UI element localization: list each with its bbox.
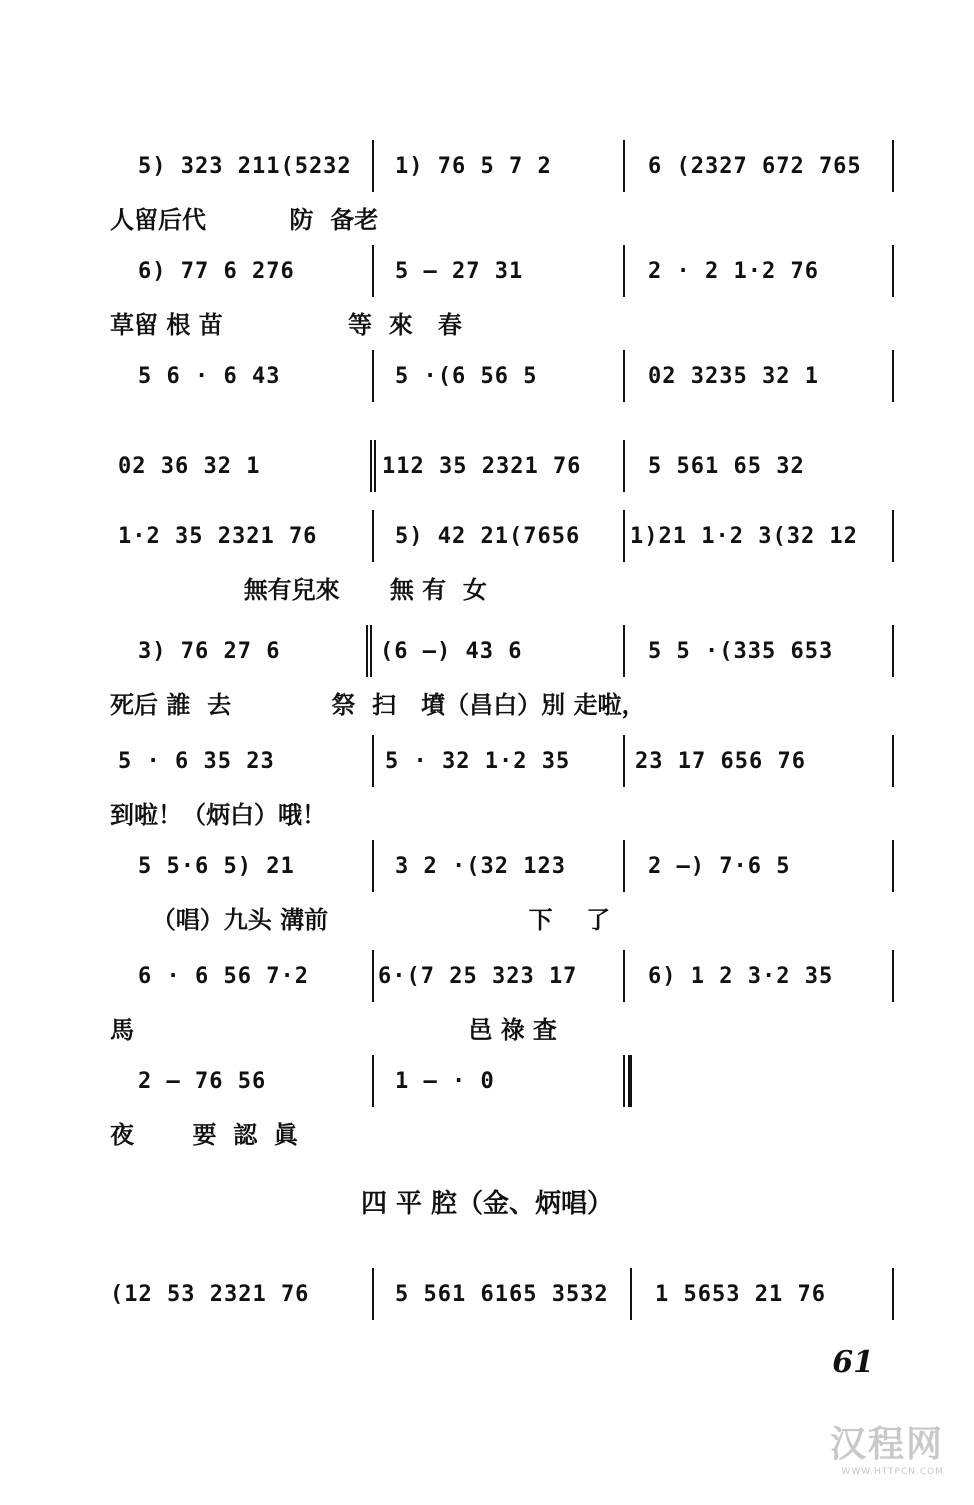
barline [892, 140, 894, 192]
barline [372, 840, 374, 892]
measure [138, 146, 366, 186]
measure-notes: (12 53 2321 76 [110, 1282, 310, 1307]
measure [138, 356, 366, 396]
notation-row [110, 625, 900, 685]
barline [892, 735, 894, 787]
repeat-barline [370, 440, 376, 492]
barline [892, 625, 894, 677]
barline [623, 245, 625, 297]
measure-notes: 5 — 27 31 [395, 259, 524, 284]
measure [395, 356, 620, 396]
measure-notes: 23 17 656 76 [635, 749, 806, 774]
notation-row [110, 510, 900, 570]
measure-notes: 1·2 35 2321 76 [118, 524, 318, 549]
page-number: 61 [832, 1345, 874, 1380]
measure [395, 1061, 620, 1101]
measure-notes: 5 561 6165 3532 [395, 1282, 609, 1307]
notation-row [110, 1268, 900, 1328]
measure-notes: 2 —) 7·6 5 [648, 854, 791, 879]
final-barline [623, 1055, 632, 1107]
lyrics-line: 草留 根 苗 等 來 春 [110, 311, 462, 339]
measure [380, 631, 620, 671]
measure [118, 741, 366, 781]
barline [892, 510, 894, 562]
section-heading: 四 平 腔（金、炳唱） [360, 1189, 614, 1219]
measure [648, 956, 888, 996]
measure-notes: 3) 76 27 6 [138, 639, 281, 664]
measure-notes: 6 · 6 56 7·2 [138, 964, 309, 989]
measure-notes: 5 6 · 6 43 [138, 364, 281, 389]
measure [382, 446, 620, 486]
score-system [110, 735, 900, 845]
measure-notes: 3 2 ·(32 123 [395, 854, 566, 879]
lyrics-line: 到啦！（炳白）哦！ [110, 801, 326, 829]
measure-notes: 5 · 6 35 23 [118, 749, 275, 774]
measure [630, 516, 888, 556]
measure [395, 846, 620, 886]
measure-notes: 6) 1 2 3·2 35 [648, 964, 834, 989]
measure [655, 1274, 888, 1314]
barline [892, 350, 894, 402]
measure-notes: 02 36 32 1 [118, 454, 261, 479]
measure-notes: 2 · 2 1·2 76 [648, 259, 819, 284]
repeat-barline [366, 625, 372, 677]
watermark-logo-text: 汉程网 [829, 1424, 944, 1465]
measure [635, 741, 888, 781]
measure-notes: 5 5 ·(335 653 [648, 639, 834, 664]
barline [372, 950, 374, 1002]
barline [372, 245, 374, 297]
score-system [110, 245, 900, 355]
barline [892, 245, 894, 297]
measure-notes: 5 5·6 5) 21 [138, 854, 295, 879]
measure-notes: 5) 42 21(7656 [395, 524, 581, 549]
site-watermark [830, 1416, 944, 1477]
measure-notes: 6·(7 25 323 17 [378, 964, 578, 989]
score-system [110, 510, 900, 620]
notation-row [110, 140, 900, 200]
barline [372, 735, 374, 787]
measure [395, 1274, 620, 1314]
barline [372, 1268, 374, 1320]
measure [648, 251, 888, 291]
score-system [110, 140, 900, 250]
barline [623, 735, 625, 787]
measure-notes: 02 3235 32 1 [648, 364, 819, 389]
lyrics-line: 無有兒來 無 有 女 [110, 576, 487, 604]
measure [648, 146, 888, 186]
measure-notes: 1)21 1·2 3(32 12 [630, 524, 858, 549]
measure-notes: 2 — 76 56 [138, 1069, 267, 1094]
measure [648, 631, 888, 671]
measure-notes: 5 ·(6 56 5 [395, 364, 538, 389]
measure [110, 1274, 366, 1314]
measure-notes: 5) 323 211(5232 [138, 154, 352, 179]
lyrics-line: 馬 邑 祿 査 [110, 1016, 557, 1044]
lyrics-line: 人留后代 防 备老 [110, 206, 379, 234]
measure [138, 631, 366, 671]
notation-row [110, 1055, 900, 1115]
measure [118, 516, 366, 556]
measure-notes: 1 — · 0 [395, 1069, 495, 1094]
measure-notes: 112 35 2321 76 [382, 454, 582, 479]
measure [395, 146, 620, 186]
score-system [110, 1268, 900, 1378]
measure-notes: 6) 77 6 276 [138, 259, 295, 284]
barline [623, 950, 625, 1002]
measure [138, 251, 366, 291]
measure-notes: 6 (2327 672 765 [648, 154, 862, 179]
watermark-url: WWW.HTTPCN.COM [841, 1467, 944, 1477]
barline [892, 1268, 894, 1320]
measure [138, 1061, 366, 1101]
barline [372, 140, 374, 192]
barline [623, 440, 625, 492]
measure-notes: 1) 76 5 7 2 [395, 154, 552, 179]
measure [385, 741, 620, 781]
barline [630, 1268, 632, 1320]
notation-row [110, 440, 900, 500]
barline [623, 840, 625, 892]
notation-row [110, 350, 900, 410]
barline [623, 625, 625, 677]
lyrics-line: （唱）九头 溝前 下 了 [110, 906, 611, 934]
measure [648, 356, 888, 396]
measure [648, 446, 888, 486]
barline [892, 950, 894, 1002]
lyrics-line: 夜 要 認 眞 [110, 1121, 298, 1149]
barline [623, 140, 625, 192]
notation-row [110, 950, 900, 1010]
measure [138, 956, 366, 996]
measure [395, 251, 620, 291]
measure-notes: 5 · 32 1·2 35 [385, 749, 571, 774]
score-system [110, 840, 900, 950]
barline [372, 350, 374, 402]
score-system [110, 950, 900, 1060]
notation-row [110, 840, 900, 900]
barline [623, 350, 625, 402]
barline [623, 510, 625, 562]
measure [395, 516, 620, 556]
score-system [110, 1055, 900, 1165]
lyrics-line: 死后 誰 去 祭 扫 墳（昌白）別 走啦， [110, 691, 646, 719]
measure [118, 446, 366, 486]
measure [138, 846, 366, 886]
measure-notes: (6 —) 43 6 [380, 639, 523, 664]
measure-notes: 5 561 65 32 [648, 454, 805, 479]
barline [372, 1055, 374, 1107]
measure-notes: 1 5653 21 76 [655, 1282, 826, 1307]
measure [378, 956, 620, 996]
notation-row [110, 245, 900, 305]
score-system [110, 625, 900, 735]
notation-row [110, 735, 900, 795]
barline [892, 840, 894, 892]
measure [648, 846, 888, 886]
barline [372, 510, 374, 562]
